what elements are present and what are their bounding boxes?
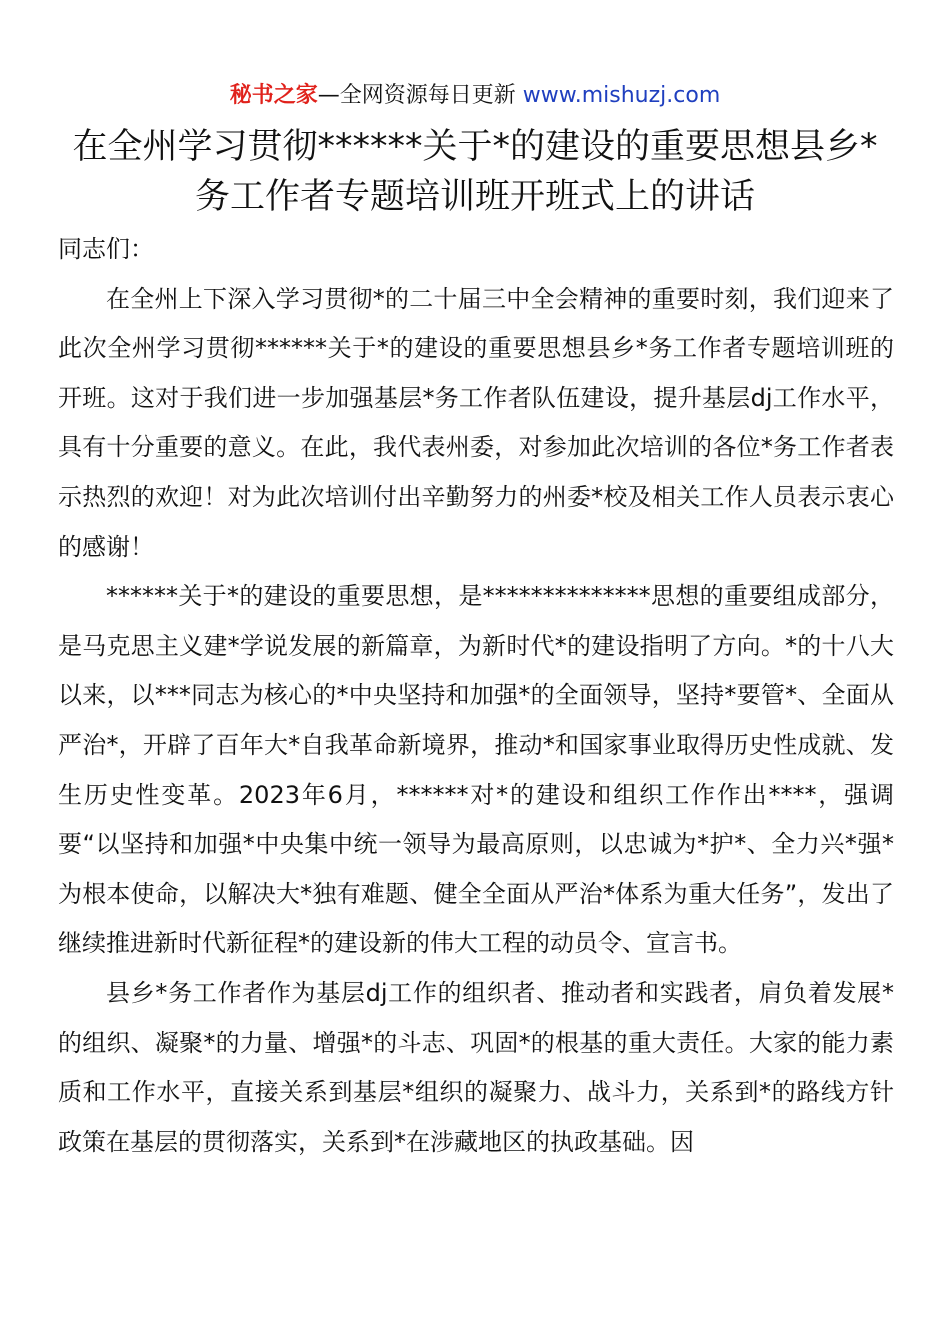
paragraph-1: 在全州上下深入学习贯彻*的二十届三中全会精神的重要时刻，我们迎来了此次全州学习贯彻******关于*的建设的重要思想县乡*务工作者专题培训班的开班。这对于我们进一步加强基层*务工作者队伍建设，提升基层dj工作水平，具有十分重要的意义。在此，我代表州委，对参加此次培训的各位*务工作者表示热烈的欢迎！对为此次培训付出辛勤努力的州委*校及相关工作人员表示衷心的感谢！ (58, 284, 894, 561)
site-url-link[interactable]: www.mishuzj.com (522, 83, 721, 108)
site-header (0, 80, 950, 112)
paragraph-2: ******关于*的建设的重要思想，是**************思想的重要组成部分，是马克思主义建*学说发展的新篇章，为新时代*的建设指明了方向。*的十八大以来，以***同志为核心的*中央坚持和加强*的全面领导，坚持*要管*、全面从严治*，开辟了百年大*自我革命新境界，推动*和国家事业取得历史性成就、发生历史性变革。2023年6月，******对*的建设和组织工作作出****，强调要“以坚持和加强*中央集中统一领导为最高原则，以忠诚为*护*、全力兴*强*为根本使命，以解决大*独有难题、健全全面从严治*体系为重大任务”，发出了继续推进新时代新征程*的建设新的伟大工程的动员令、宣言书。 (58, 582, 894, 958)
document-title-line-2: 务工作者专题培训班开班式上的讲话 (194, 177, 755, 217)
paragraph-3: 县乡*务工作者作为基层dj工作的组织者、推动者和实践者，肩负着发展*的组织、凝聚*的力量、增强*的斗志、巩固*的根基的重大责任。大家的能力素质和工作水平，直接关系到基层*组织的凝聚力、战斗力，关系到*的路线方针政策在基层的贯彻落实，关系到*在涉藏地区的执政基础。因 (58, 978, 894, 1156)
salutation: 同志们： (58, 235, 154, 263)
site-name: 秘书之家 (229, 83, 318, 108)
document-body (58, 225, 894, 1167)
site-tagline: —全网资源每日更新 (317, 83, 523, 108)
document-title-line-1: 在全州学习贯彻******关于*的建设的重要思想县乡* (72, 127, 878, 167)
document-title (50, 122, 900, 222)
